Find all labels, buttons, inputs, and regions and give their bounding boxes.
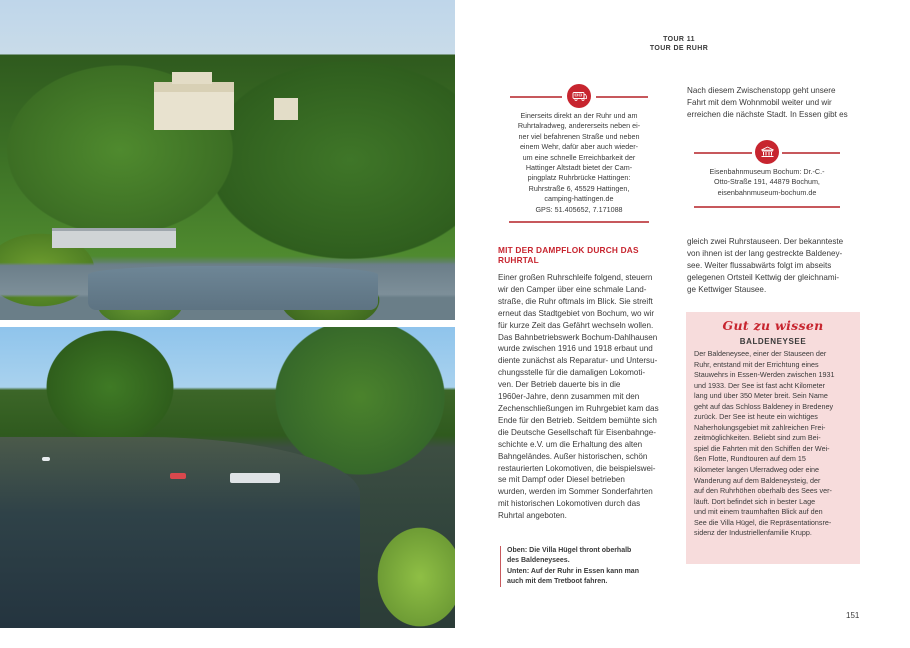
divider [509,221,649,223]
tip-script-title: Gut zu wissen [722,318,824,333]
photo-villa-huegel [0,0,455,320]
villa-building [154,82,234,130]
museum-icon [755,140,779,164]
section-heading: MIT DER DAMPFLOK DURCH DAS RUHRTAL [498,245,639,266]
museum-info-box [692,140,842,208]
divider [782,152,840,154]
tour-name: TOUR DE RUHR [649,45,709,52]
boat-dock [230,473,280,483]
divider [694,206,840,208]
section-body: Einer großen Ruhrschleife folgend, steuern wir den Camper über eine schmale Land- straße, die Ruhr oftmals im Blick. Sie streift erneut das Stadtgebiet von Bochum, wo wir für kurze Zeit das Gefährt wechseln wollen. Das Bahnbetriebswerk Bochum-Dahlhausen wurde zwischen 1916 und 1918 erbaut und diente zunächst als Reparatur- und Untersu- chungsstelle für die damaligen Lokomoti- ven. Der Betrieb dauerte bis in die 1960er-Jahre, denn zusammen mit den Zechenschließungen im Ruhrgebiet kam das Ende für den Betrieb. Seitdem bemühte sich die Deutsche Gesellschaft für Eisenbahnge- schichte e.V. um die Erhaltung des alten Bahngeländes. Außer historischen, schön restaurierten Lokomotiven, die beispielswei- se mit Dampf oder Diesel betrieben wurden, werden im Sommer Sonderfahrten mit historischen Lokomotiven durch das Ruhrtal angeboten. [498,273,659,521]
divider [510,96,562,98]
tour-number: TOUR 11 [663,36,695,43]
pedal-boat [170,473,186,479]
photo-caption: Oben: Die Villa Hügel thront oberhalb des Baldeneysees. Unten: Auf der Ruhr in Essen kann man auch mit dem Tretboot fahren. [500,546,660,587]
photo-ruhr-river [0,327,455,628]
tip-title: BALDENEYSEE [739,337,807,346]
tip-body: Der Baldeneysee, einer der Stauseen der Ruhr, entstand mit der Errichtung eines Stauwehrs in Essen-Werden zwischen 1931 und 1933. Der See ist fast acht Kilometer lang und über 350 Meter breit. Sein Name geht auf das Schloss Baldeney in Bredeney zurück. Der See ist heute ein wichtiges Naherholungsgebiet mit zahlreichen Frei- zeitmöglichkeiten. Beliebt sind zum Bei- spiel die Fahrten mit den Schiffen der Wei- ßen Flotte, Rundtouren auf dem 15 Kilometer langen Uferradweg oder eine Wanderung auf dem Baldeneysteig, der auf den Ruhrhöhen oberhalb des Sees ver- läuft. Dort befindet sich in bester Lage und mit einem traumhaften Blick auf den See die Villa Hügel, die Repräsentationsre- sidenz der Industriellenfamilie Krupp. [694,349,835,538]
running-header [604,35,754,53]
boathouse [52,228,176,248]
gps-coordinates: GPS: 51.405652, 7.171088 [535,204,623,214]
lake-water [88,266,378,310]
camping-website-link[interactable]: camping-hattingen.de [544,194,614,204]
page-number: 151 [846,611,860,620]
good-to-know-box [686,312,860,564]
camper-van-icon [567,84,591,108]
divider [694,152,752,154]
museum-info-text: Eisenbahnmuseum Bochum: Dr.-C.- Otto-Straße 191, 44879 Bochum, eisenbahnmuseum-bochum.de [692,167,842,198]
small-boat [42,457,50,461]
divider [596,96,648,98]
river-water [0,437,360,628]
museum-website-link[interactable]: eisenbahnmuseum-bochum.de [717,187,817,197]
camping-info-text: Einerseits direkt an der Ruhr und am Ruhrtalradweg, andererseits neben ei- ner viel befahrenen Straße und neben einem Wehr, dafür aber auch wieder- um eine schnelle Erreichbarkeit der Hattinger Altstadt bietet der Cam- pingplatz Ruhrbrücke Hattingen: Ruhrstraße 6, 45529 Hattingen, camping-hattingen.de GPS: 51.405652, 7.171088 [508,111,650,215]
villa-wing [274,98,298,120]
intro-paragraph: Nach diesem Zwischenstopp geht unsere Fahrt mit dem Wohnmobil weiter und wir erreichen die nächste Stadt. In Essen gibt es [687,86,848,119]
continuation-paragraph: gleich zwei Ruhrstauseen. Der bekannteste von ihnen ist der lang gestreckte Baldeney- see. Weiter flussabwärts folgt im abseits gelegenen Ortsteil Kettwig der gleichnami- ge Kettwiger Stausee. [687,237,844,294]
camping-info-box [508,84,650,223]
